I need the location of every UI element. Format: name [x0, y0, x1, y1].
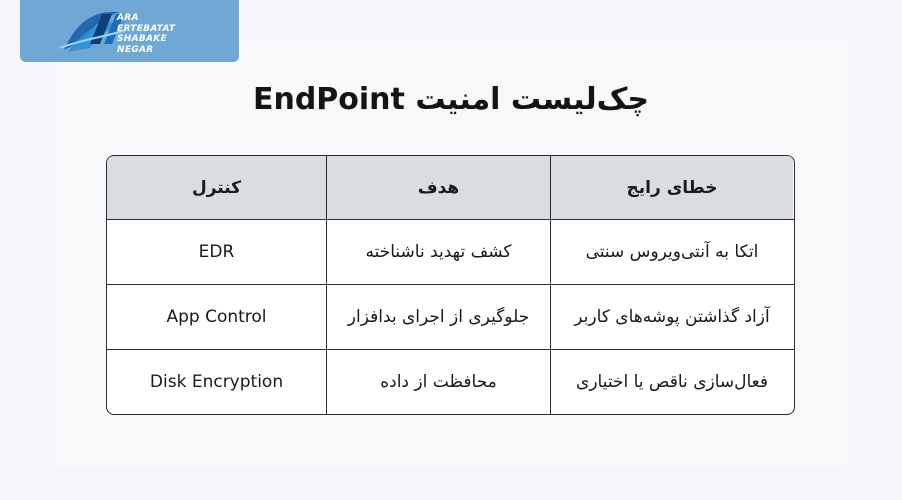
cell-goal: کشف تهدید ناشناخته	[327, 220, 551, 284]
logo-line-4: NEGAR	[117, 44, 154, 55]
table-row	[107, 285, 794, 349]
logo-line-3: SHABAKE	[117, 34, 168, 44]
cell-control: EDR	[107, 220, 327, 284]
cell-mistake: آزاد گذاشتن پوشه‌های کاربر	[574, 307, 770, 327]
logo-line-2: ERTEBATAT	[117, 23, 176, 34]
brand-logo-text	[117, 13, 175, 55]
cell-mistake: اتکا به آنتی‌ویروس سنتی	[585, 242, 759, 262]
cell-control: Disk Encryption	[107, 350, 327, 414]
header-mistake: خطای رایج	[551, 156, 793, 219]
brand-logo	[20, 0, 239, 62]
cell-goal: جلوگیری از اجرای بدافزار	[327, 285, 551, 349]
header-goal: هدف	[327, 156, 551, 219]
logo-line-1: ARA	[117, 13, 139, 23]
header-control: کنترل	[107, 156, 327, 219]
table-row	[107, 220, 794, 284]
table-header-row	[107, 156, 794, 219]
cell-mistake: فعال‌سازی ناقص یا اختیاری	[576, 372, 768, 392]
table-row	[107, 350, 794, 414]
cell-goal: محافظت از داده	[327, 350, 551, 414]
checklist-table	[106, 155, 795, 415]
page-title: چک‌لیست امنیت EndPoint	[252, 82, 650, 117]
cell-control: App Control	[107, 285, 327, 349]
